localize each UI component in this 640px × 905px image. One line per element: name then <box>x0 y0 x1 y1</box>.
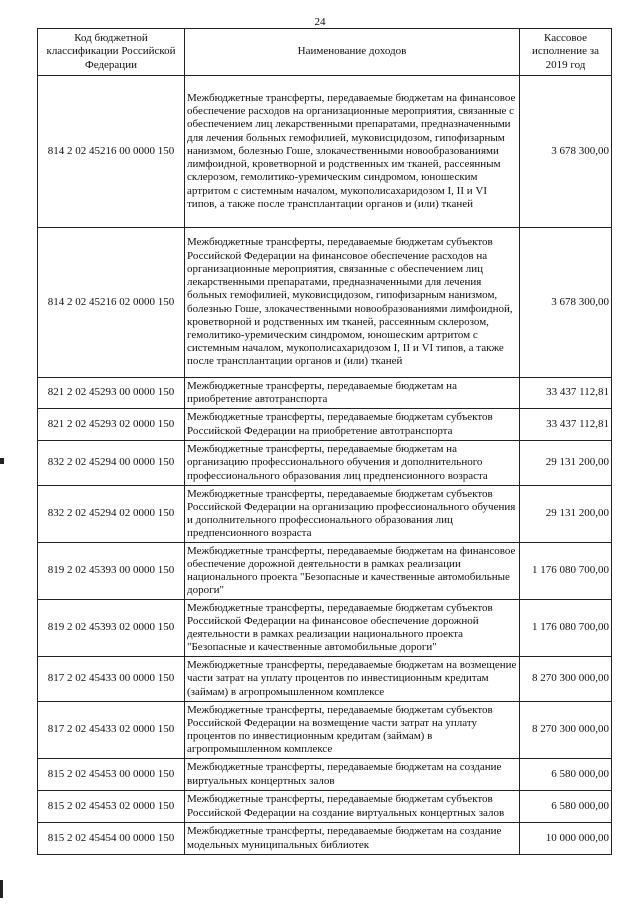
amount-cell: 10 000 000,00 <box>520 823 612 855</box>
amount-cell: 6 580 000,00 <box>520 791 612 823</box>
code-cell: 815 2 02 45454 00 0000 150 <box>38 823 185 855</box>
name-cell: Межбюджетные трансферты, передаваемые бюджетам на возмещение части затрат на уплату процентов по инвестиционным кредитам (займам) в агропромышленном комплексе <box>185 657 520 702</box>
name-cell: Межбюджетные трансферты, передаваемые бюджетам на организацию профессионального обучения и дополнительного профессионального образования лиц предпенсионного возраста <box>185 441 520 486</box>
amount-cell: 3 678 300,00 <box>520 228 612 378</box>
code-cell: 815 2 02 45453 00 0000 150 <box>38 759 185 791</box>
table-row <box>38 486 612 543</box>
scan-edge-mark <box>0 458 4 464</box>
code-cell: 817 2 02 45433 02 0000 150 <box>38 702 185 759</box>
header-code: Код бюджетной классификации Российской Федерации <box>38 29 185 76</box>
table-row <box>38 409 612 441</box>
amount-cell: 33 437 112,81 <box>520 409 612 441</box>
table-row <box>38 228 612 378</box>
header-name: Наименование доходов <box>185 29 520 76</box>
amount-cell: 29 131 200,00 <box>520 441 612 486</box>
table-row <box>38 543 612 600</box>
code-cell: 814 2 02 45216 02 0000 150 <box>38 228 185 378</box>
code-cell: 821 2 02 45293 02 0000 150 <box>38 409 185 441</box>
code-cell: 832 2 02 45294 00 0000 150 <box>38 441 185 486</box>
name-cell: Межбюджетные трансферты, передаваемые бюджетам субъектов Российской Федерации на организацию профессионального обучения и дополнительного профессионального образования лиц предпенсионного возраста <box>185 486 520 543</box>
page-number: 24 <box>314 16 326 28</box>
table-row <box>38 378 612 409</box>
amount-cell: 6 580 000,00 <box>520 759 612 791</box>
amount-cell: 1 176 080 700,00 <box>520 543 612 600</box>
name-cell: Межбюджетные трансферты, передаваемые бюджетам на создание виртуальных концертных залов <box>185 759 520 791</box>
amount-cell: 8 270 300 000,00 <box>520 702 612 759</box>
name-cell: Межбюджетные трансферты, передаваемые бюджетам на приобретение автотранспорта <box>185 378 520 409</box>
table-row <box>38 702 612 759</box>
table-row <box>38 76 612 228</box>
name-cell: Межбюджетные трансферты, передаваемые бюджетам субъектов Российской Федерации на приобретение автотранспорта <box>185 409 520 441</box>
name-cell: Межбюджетные трансферты, передаваемые бюджетам на финансовое обеспечение расходов на организационные мероприятия, связанные с обеспечением лиц лекарственными препаратами, предназначенными для лечения больных гемофилией, муковисцидозом, гипофизарным нанизмом, болезнью Гоше, злокачественными новообразованиями лимфоидной, кроветворной и родственных им тканей, рассеянным склерозом, гемолитико-уремическим синдромом, юношеским артритом с системным началом, мукополисахаридозом I, II и VI типов, а также после трансплантации органов и (или) тканей <box>185 76 520 228</box>
name-cell: Межбюджетные трансферты, передаваемые бюджетам на создание модельных муниципальных библиотек <box>185 823 520 855</box>
amount-cell: 8 270 300 000,00 <box>520 657 612 702</box>
table-header-row <box>38 29 612 76</box>
table-row <box>38 823 612 855</box>
scan-edge-mark <box>0 880 3 898</box>
table-body <box>38 76 612 855</box>
code-cell: 819 2 02 45393 02 0000 150 <box>38 600 185 657</box>
amount-cell: 3 678 300,00 <box>520 76 612 228</box>
code-cell: 817 2 02 45433 00 0000 150 <box>38 657 185 702</box>
code-cell: 815 2 02 45453 02 0000 150 <box>38 791 185 823</box>
name-cell: Межбюджетные трансферты, передаваемые бюджетам субъектов Российской Федерации на создание виртуальных концертных залов <box>185 791 520 823</box>
code-cell: 814 2 02 45216 00 0000 150 <box>38 76 185 228</box>
table-row <box>38 600 612 657</box>
code-cell: 819 2 02 45393 00 0000 150 <box>38 543 185 600</box>
name-cell: Межбюджетные трансферты, передаваемые бюджетам субъектов Российской Федерации на финансовое обеспечение дорожной деятельности в рамках реализации национального проекта "Безопасные и качественные автомобильные дороги" <box>185 600 520 657</box>
table-row <box>38 759 612 791</box>
code-cell: 832 2 02 45294 02 0000 150 <box>38 486 185 543</box>
amount-cell: 33 437 112,81 <box>520 378 612 409</box>
header-amount: Кассовое исполнение за 2019 год <box>520 29 612 76</box>
revenue-table <box>37 28 612 855</box>
table-row <box>38 791 612 823</box>
name-cell: Межбюджетные трансферты, передаваемые бюджетам субъектов Российской Федерации на финансовое обеспечение расходов на организационные мероприятия, связанные с обеспечением лиц лекарственными препаратами, предназначенными для лечения больных гемофилией, муковисцидозом, гипофизарным нанизмом, болезнью Гоше, злокачественными новообразованиями лимфоидной, кроветворной и родственных им тканей, рассеянным склерозом, гемолитико-уремическим синдромом, юношеским артритом с системным началом, мукополисахаридозом I, II и VI типов, а также после трансплантации органов и (или) тканей <box>185 228 520 378</box>
name-cell: Межбюджетные трансферты, передаваемые бюджетам на финансовое обеспечение дорожной деятельности в рамках реализации национального проекта "Безопасные и качественные автомобильные дороги" <box>185 543 520 600</box>
table-row <box>38 441 612 486</box>
name-cell: Межбюджетные трансферты, передаваемые бюджетам субъектов Российской Федерации на возмещение части затрат на уплату процентов по инвестиционным кредитам (займам) в агропромышленном комплексе <box>185 702 520 759</box>
amount-cell: 1 176 080 700,00 <box>520 600 612 657</box>
code-cell: 821 2 02 45293 00 0000 150 <box>38 378 185 409</box>
table-row <box>38 657 612 702</box>
amount-cell: 29 131 200,00 <box>520 486 612 543</box>
